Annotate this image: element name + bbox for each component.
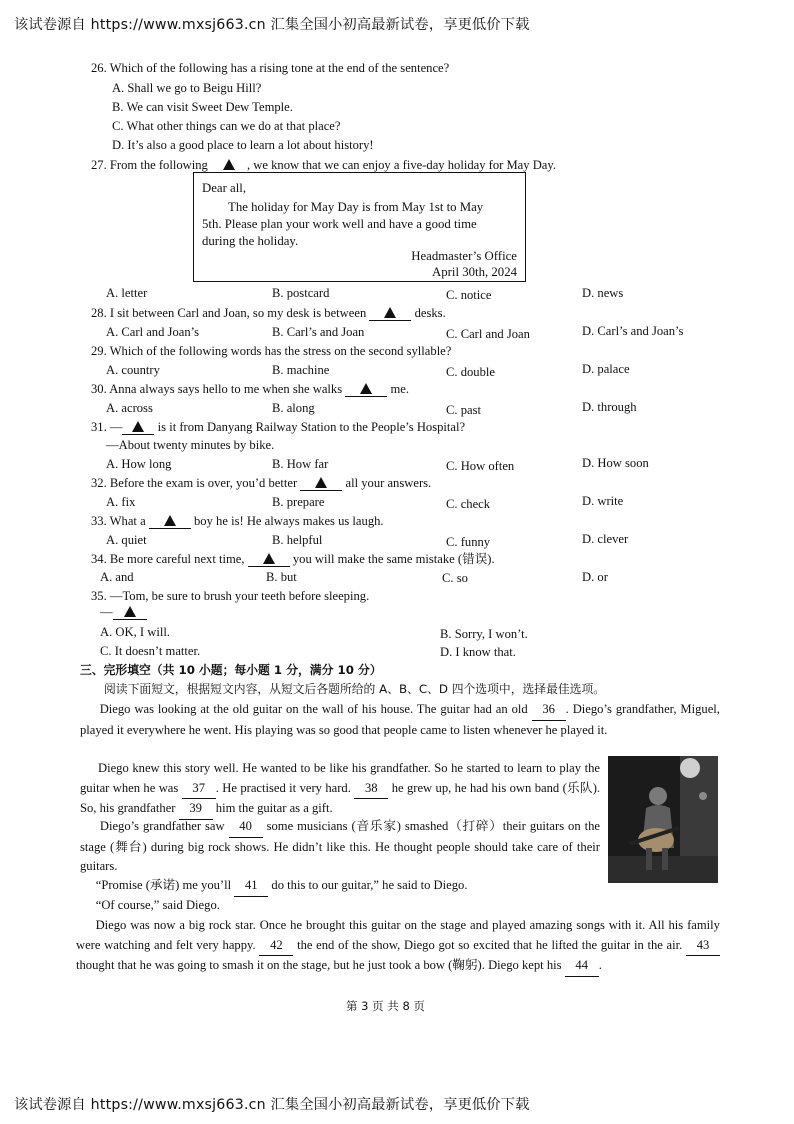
q28-option-b: B. Carl’s and Joan [272, 325, 365, 339]
q35-option-c: C. It doesn’t matter. [100, 644, 201, 658]
q27-stem [91, 158, 556, 173]
answer-blank [122, 421, 154, 435]
q33-stem-pre: 33. What a [91, 514, 146, 528]
q28-option-a: A. Carl and Joan’s [106, 325, 200, 339]
passage-text: the guitar in the air. [581, 937, 683, 952]
passage-paragraph-6 [76, 916, 720, 977]
q27-option-d: D. news [582, 286, 624, 300]
blank-43: 43 [686, 936, 720, 957]
passage-paragraph-4 [80, 876, 720, 897]
triangle-icon [384, 307, 396, 318]
triangle-icon [223, 159, 235, 170]
notice-date: April 30th, 2024 [432, 265, 517, 279]
q26-option-b: B. We can visit Sweet Dew Temple. [112, 100, 293, 114]
q30-option-a: A. across [106, 401, 153, 415]
q32-stem-pre: 32. Before the exam is over, you’d better [91, 476, 298, 490]
q33-stem [91, 514, 384, 529]
passage-text: . Diego’s [565, 702, 612, 716]
passage-text: some musicians (音乐家) smashed（打碎）their [266, 819, 526, 833]
q35-stem: 35. —Tom, be sure to brush your teeth before sleeping. [91, 589, 370, 603]
blank-39: 39 [179, 799, 213, 820]
q29-stem: 29. Which of the following words has the stress on the second syllable? [91, 344, 452, 358]
triangle-icon [360, 383, 372, 394]
q32-option-d: D. write [582, 494, 624, 508]
q28-stem [91, 306, 446, 321]
q34-stem-pre: 34. Be more careful next time, [91, 552, 245, 566]
passage-text: . He practised it very hard. [215, 780, 351, 795]
passage-text: “Promise (承诺) me you’ll [95, 878, 232, 892]
watermark-bottom: 该试卷源自 https://www.mxsj663.cn 汇集全国小初高最新试卷，享更低价下载 [14, 1097, 530, 1113]
q34-option-d: D. or [582, 570, 608, 584]
q27-option-b: B. postcard [272, 286, 330, 300]
blank-41: 41 [234, 876, 268, 897]
triangle-icon [164, 515, 176, 526]
passage-text: him the guitar as a gift. [215, 801, 333, 816]
section-title: 三、完形填空（共 10 小题；每小题 1 分，满分 10 分） [80, 663, 382, 677]
passage-text: Diego’s grandfather saw [99, 819, 225, 833]
answer-blank [113, 606, 147, 620]
notice-line: 5th. Please plan your work well and have a good time [202, 217, 477, 231]
q31-option-c: C. How often [446, 459, 515, 473]
q33-option-c: C. funny [446, 535, 491, 549]
blank-40: 40 [229, 817, 263, 838]
passage-text: the end of the show, Diego got so excited that he lifted [297, 937, 579, 952]
passage-text: Diego knew this story well. He wanted to be like his grandfather. So he started to learn [97, 761, 543, 775]
passage-text: grandfather, Miguel, played it everywhere he went. His playing was so good that people came to listen whenever [80, 702, 720, 737]
passage-text: guitars on the stage (舞台) during big rock shows. He didn’t like this. He thought people [80, 819, 601, 854]
q29-option-c: C. double [446, 365, 495, 379]
triangle-icon [132, 421, 144, 432]
q29-option-a: A. country [106, 363, 160, 377]
passage-text: he played it. [545, 722, 608, 737]
q35-option-a: A. OK, I will. [100, 625, 170, 639]
q26-option-a: A. Shall we go to Beigu Hill? [112, 81, 262, 95]
passage-paragraph-3 [80, 817, 600, 877]
q31-stem-post: is it from Danyang Railway Station to the People’s Hospital? [157, 420, 466, 434]
q34-option-a: A. and [100, 570, 134, 584]
answer-blank [211, 159, 247, 173]
guitar-player-photo [608, 756, 718, 883]
notice-box [193, 172, 526, 282]
q30-option-c: C. past [446, 403, 481, 417]
q26-stem: 26. Which of the following has a rising tone at the end of the sentence? [91, 61, 450, 75]
blank-42: 42 [259, 936, 293, 957]
q31-option-b: B. How far [272, 457, 329, 471]
q30-stem-post: me. [390, 382, 409, 396]
guitar-player-image [608, 756, 718, 883]
passage-paragraph-2 [80, 759, 600, 820]
q33-option-b: B. helpful [272, 533, 323, 547]
q28-stem-pre: 28. I sit between Carl and Joan, so my desk is between [91, 306, 367, 320]
q28-stem-post: desks. [414, 306, 446, 320]
notice-signature: Headmaster’s Office [411, 249, 517, 263]
notice-line: during the holiday. [202, 234, 299, 248]
watermark-top: 该试卷源自 https://www.mxsj663.cn 汇集全国小初高最新试卷，享更低价下载 [14, 17, 530, 33]
q33-option-d: D. clever [582, 532, 629, 546]
q30-option-d: D. through [582, 400, 637, 414]
triangle-icon [315, 477, 327, 488]
passage-text: Diego was now a big rock star. Once he brought this guitar on the stage and played amazing songs with it. [95, 918, 646, 932]
passage-text: “Of course,” said Diego. [95, 898, 220, 912]
passage-text: had his own band (乐队). So, his grandfather [80, 780, 601, 816]
q31-option-a: A. How long [106, 457, 172, 471]
q31-stem [91, 420, 465, 435]
q30-stem [91, 382, 409, 397]
q28-option-c: C. Carl and Joan [446, 327, 530, 341]
q28-option-d: D. Carl’s and Joan’s [582, 324, 684, 338]
q35-option-d: D. I know that. [440, 645, 516, 659]
passage-text: to play the guitar when he was [80, 761, 600, 795]
q33-stem-post: boy he is! He always makes us laugh. [194, 514, 384, 528]
passage-text: do this to our guitar,” he said to Diego. [271, 878, 468, 892]
q31-reply: —About twenty minutes by bike. [106, 438, 275, 452]
q33-option-a: A. quiet [106, 533, 147, 547]
q35-dash: — [100, 605, 113, 619]
q31-stem-pre: 31. — [91, 420, 123, 434]
q32-stem [91, 476, 431, 491]
q27-option-c: C. notice [446, 288, 492, 302]
notice-greeting: Dear all, [202, 181, 247, 195]
q27-stem-post: , we know that we can enjoy a five-day holiday for May Day. [247, 158, 557, 172]
answer-blank [345, 383, 387, 397]
page-number: 第 3 页 共 8 页 [346, 999, 425, 1013]
q34-option-b: B. but [266, 570, 297, 584]
q30-option-b: B. along [272, 401, 315, 415]
q29-option-b: B. machine [272, 363, 330, 377]
q34-option-c: C. so [442, 571, 468, 585]
answer-blank [369, 307, 411, 321]
q32-stem-post: all your answers. [345, 476, 432, 490]
notice-line: The holiday for May Day is from May 1st to May [228, 200, 484, 214]
q35-option-b: B. Sorry, I won’t. [440, 627, 528, 641]
passage-text: Diego was looking at the old guitar on the wall of his house. The guitar had an old [99, 702, 528, 716]
passage-text: All his family were watching and felt very happy. [76, 918, 720, 952]
q32-option-b: B. prepare [272, 495, 325, 509]
q32-option-a: A. fix [106, 495, 136, 509]
passage-text: he grew up, he [391, 780, 467, 795]
q27-stem-pre: 27. From the following [91, 158, 208, 172]
blank-38: 38 [354, 779, 388, 800]
answer-blank [149, 515, 191, 529]
q31-option-d: D. How soon [582, 456, 649, 470]
blank-44: 44 [565, 956, 599, 977]
answer-blank [248, 553, 290, 567]
passage-text: thought that he was going to smash it on the stage, but he just took a bow (鞠躬). [76, 958, 485, 973]
triangle-icon [124, 606, 136, 617]
answer-blank [300, 477, 342, 491]
triangle-icon [263, 553, 275, 564]
passage-text: Diego kept his [488, 958, 562, 973]
q32-option-c: C. check [446, 497, 491, 511]
q34-stem-post: you will make the same mistake (错误). [292, 552, 495, 566]
passage-paragraph-5 [80, 896, 720, 916]
section-instruction: 阅读下面短文，根据短文内容，从短文后各题所给的 A、B、C、D 四个选项中，选择最佳选项。 [104, 682, 606, 696]
q35-reply [100, 605, 147, 620]
q34-stem [91, 552, 495, 567]
passage-text: . [598, 958, 602, 973]
blank-36: 36 [532, 700, 566, 721]
passage-text: should take care of their guitars. [80, 839, 600, 874]
passage-paragraph-1 [80, 700, 720, 740]
q26-option-c: C. What other things can we do at that place? [112, 119, 341, 133]
q29-option-d: D. palace [582, 362, 630, 376]
q27-option-a: A. letter [106, 286, 148, 300]
q30-stem-pre: 30. Anna always says hello to me when she walks [91, 382, 343, 396]
blank-37: 37 [182, 779, 216, 800]
q26-option-d: D. It’s also a good place to learn a lot about history! [112, 138, 374, 152]
